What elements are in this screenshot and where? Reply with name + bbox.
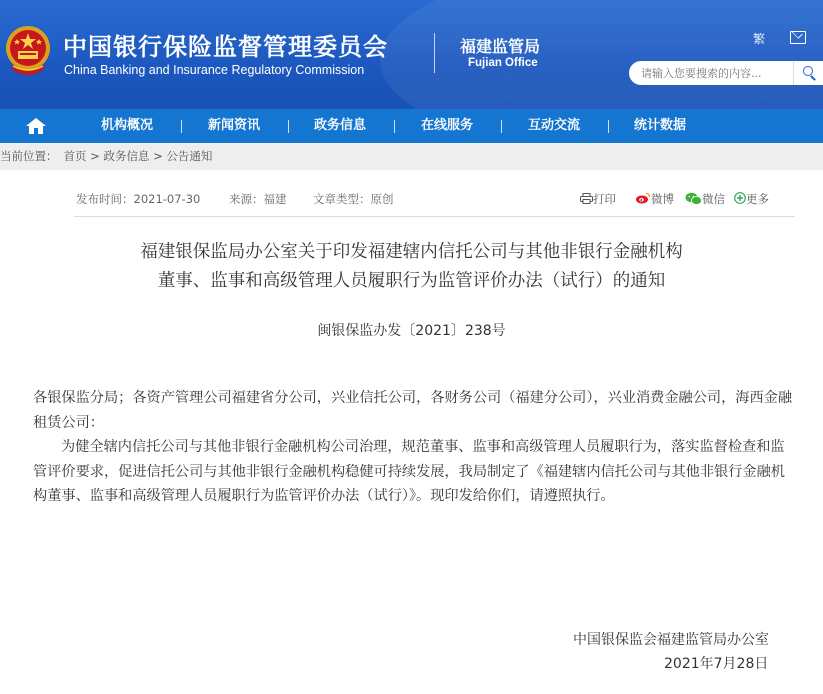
search-button[interactable] <box>793 61 823 85</box>
mail-icon[interactable] <box>790 31 806 44</box>
article-source <box>229 191 287 207</box>
weibo-icon <box>635 192 651 204</box>
office-name-english: Fujian Office <box>468 57 538 69</box>
breadcrumb-government-info-link[interactable]: 政务信息 <box>103 149 150 163</box>
breadcrumb-separator: > <box>153 149 163 163</box>
meta-divider <box>74 216 795 217</box>
site-header <box>0 0 823 109</box>
body-paragraph: 为健全辖内信托公司与其他非银行金融机构公司治理，规范董事、监事和高级管理人员履职行为，落实监督检查和监管评价要求，促进信托公司与其他非银行金融机构稳健可持续发展，我局制定了《福建辖内信托公司与其他非银行金融机构董事、监事和高级管理人员履职行为监管评价办法（试行）》。现印发给你们，请遵照执行。 <box>33 439 785 504</box>
share-more-button[interactable] <box>734 191 769 207</box>
share-wechat-button[interactable] <box>685 191 725 207</box>
publish-date-label: 发布时间： <box>76 192 134 206</box>
nav-separator <box>501 120 502 133</box>
header-decoration <box>380 0 823 109</box>
article-title-line2: 董事、监事和高级管理人员履职行为监管评价办法（试行）的通知 <box>157 271 666 291</box>
nav-item-institution[interactable]: 机构概况 <box>101 118 154 133</box>
nav-separator <box>181 120 182 133</box>
print-icon <box>580 193 593 204</box>
source-value: 福建 <box>263 192 287 206</box>
header-divider <box>434 33 435 73</box>
share-weibo-button[interactable] <box>635 191 674 207</box>
recipients-paragraph: 各银保监分局；各资产管理公司福建省分公司，兴业信托公司，各财务公司（福建分公司），兴业消费金融公司，海西金融租赁公司： <box>33 390 793 431</box>
publish-date-value: 2021-07-30 <box>133 192 201 206</box>
nav-item-online-service[interactable]: 在线服务 <box>421 118 474 133</box>
type-value: 原创 <box>370 192 394 206</box>
source-label: 来源： <box>229 192 264 206</box>
office-name: 福建监管局 <box>460 37 541 56</box>
national-emblem-icon <box>3 24 53 78</box>
article-type <box>313 191 394 207</box>
weibo-label: 微博 <box>651 192 674 206</box>
breadcrumb-notices-link[interactable]: 公告通知 <box>166 149 213 163</box>
nav-item-interaction[interactable]: 互动交流 <box>528 118 581 133</box>
publish-date <box>76 191 200 207</box>
search-icon-handle <box>810 75 816 81</box>
breadcrumb-prefix: 当前位置： <box>0 149 58 163</box>
breadcrumb <box>0 143 823 170</box>
home-icon[interactable] <box>25 117 47 135</box>
document-number: 闽银保监办发〔2021〕238号 <box>317 323 506 339</box>
print-button[interactable] <box>580 191 616 207</box>
print-label: 打印 <box>593 192 616 206</box>
nav-separator <box>608 120 609 133</box>
article-title-line1: 福建银保监局办公室关于印发福建辖内信托公司与其他非银行金融机构 <box>140 242 683 262</box>
plus-circle-icon <box>734 192 746 204</box>
nav-item-statistics[interactable]: 统计数据 <box>634 118 687 133</box>
breadcrumb-home-link[interactable]: 首页 <box>63 149 87 163</box>
nav-separator <box>394 120 395 133</box>
wechat-icon <box>685 192 702 205</box>
site-title-english: China Banking and Insurance Regulatory Commission <box>64 63 365 77</box>
signature: 中国银保监会福建监管局办公室 <box>573 632 769 648</box>
search-input[interactable] <box>629 61 793 85</box>
nav-separator <box>288 120 289 133</box>
more-label: 更多 <box>746 192 769 206</box>
main-nav <box>0 109 823 143</box>
wechat-label: 微信 <box>702 192 725 206</box>
nav-item-news[interactable]: 新闻资讯 <box>208 118 261 133</box>
signature-date: 2021年7月28日 <box>664 656 769 672</box>
breadcrumb-separator: > <box>90 149 100 163</box>
type-label: 文章类型： <box>313 192 371 206</box>
nav-item-government-info[interactable]: 政务信息 <box>314 118 367 133</box>
traditional-chinese-link[interactable]: 繁 <box>753 32 766 46</box>
site-title: 中国银行保险监督管理委员会 <box>63 33 388 61</box>
